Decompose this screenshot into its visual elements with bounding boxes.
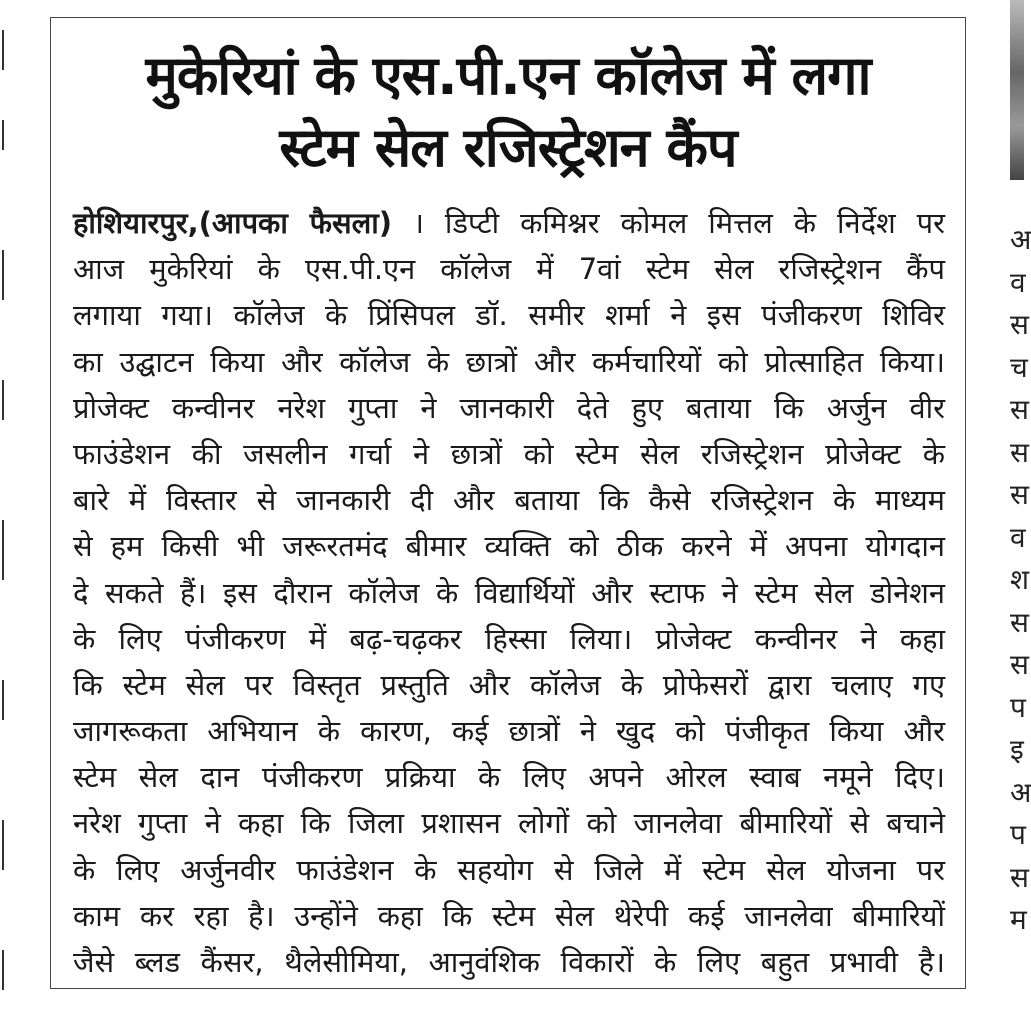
body-line: काम कर रहा है। उन्होंने कहा कि स्टेम सेल थेरेपी कई जानलेवा बीमारियों [73,898,945,933]
adjacent-column-fragment: स [1010,860,1029,894]
adjacent-column-fragment: म [1010,903,1027,936]
adjacent-column [1010,0,1031,1014]
adjacent-column-fragment: स [1010,478,1029,511]
adjacent-column-fragment: व [1010,265,1026,299]
headline-line-1: मुकेरियां के एस.पी.एन कॉलेज में लगा [145,44,871,107]
adjacent-column-fragment: स [1010,308,1029,341]
body-line: स्टेम सेल दान पंजीकरण प्रक्रिया के लिए अपने ओरल स्वाब नमूने दिए। [73,760,945,795]
body-line: आज मुकेरियां के एस.पी.एन कॉलेज में 7वां स्टेम सेल रजिस्ट्रेशन कैंप [73,252,945,287]
news-article [50,17,966,989]
body-line: जागरूकता अभियान के कारण, कई छात्रों ने खुद को पंजीकृत किया और [73,714,945,749]
body-line: नरेश गुप्ता ने कहा कि जिला प्रशासन लोगों को जानलेवा बीमारियों से बचाने [73,806,945,841]
adjacent-column-fragment: व [1010,520,1026,554]
adjacent-column-fragment: प [1010,690,1026,724]
body-line: होशियारपुर,(आपका फैसला) । डिप्टी कमिश्नर कोमल मित्तल के निर्देश पर [73,206,945,240]
body-line: बारे में विस्तार से जानकारी दी और बताया कि कैसे रजिस्ट्रेशन के माध्यम [73,483,945,518]
body-line: जैसे ब्लड कैंसर, थैलेसीमिया, आनुवंशिक विकारों के लिए बहुत प्रभावी है। [73,945,945,979]
body-line: के लिए पंजीकरण में बढ़-चढ़कर हिस्सा लिया। प्रोजेक्ट कन्वीनर ने कहा [73,621,945,656]
dateline: होशियारपुर,(आपका फैसला) [73,206,393,240]
body-line: फाउंडेशन की जसलीन गर्चा ने छात्रों को स्टेम सेल रजिस्ट्रेशन प्रोजेक्ट के [73,436,945,471]
adjacent-column-fragment: स [1010,605,1029,639]
body-line: का उद्घाटन किया और कॉलेज के छात्रों और कर्मचारियों को प्रोत्साहित किया। [73,344,945,379]
adjacent-photo [1010,0,1024,180]
body-line: लगाया गया। कॉलेज के प्रिंसिपल डॉ. समीर शर्मा ने इस पंजीकरण शिविर [73,298,945,333]
adjacent-column-edge [0,0,8,1014]
article-body [73,200,945,985]
headline-line-2: स्टेम सेल रजिस्ट्रेशन कैंप [279,116,737,179]
adjacent-column-fragment: स [1010,435,1029,469]
adjacent-column-fragment: अ [1010,223,1031,256]
adjacent-column-fragment: इ [1010,733,1024,766]
adjacent-column-fragment: स [1010,648,1029,681]
body-line: कि स्टेम सेल पर विस्तृत प्रस्तुति और कॉलेज के प्रोफेसरों द्वारा चलाए गए [73,667,945,702]
body-line: के लिए अर्जुनवीर फाउंडेशन के सहयोग से जिले में स्टेम सेल योजना पर [73,852,945,887]
body-line: दे सकते हैं। इस दौरान कॉलेज के विद्यार्थियों और स्टाफ ने स्टेम सेल डोनेशन [73,575,945,610]
adjacent-column-fragment: श [1010,563,1030,596]
body-line: से हम किसी भी जरूरतमंद बीमार व्यक्ति को ठीक करने में अपना योगदान [73,529,945,564]
adjacent-column-fragment: च [1010,350,1028,384]
adjacent-column-fragment: प [1010,818,1026,851]
headline [51,40,965,184]
adjacent-column-fragment: स [1010,393,1029,426]
body-line: प्रोजेक्ट कन्वीनर नरेश गुप्ता ने जानकारी देते हुए बताया कि अर्जुन वीर [73,390,945,425]
adjacent-column-fragment: अ [1010,775,1031,809]
